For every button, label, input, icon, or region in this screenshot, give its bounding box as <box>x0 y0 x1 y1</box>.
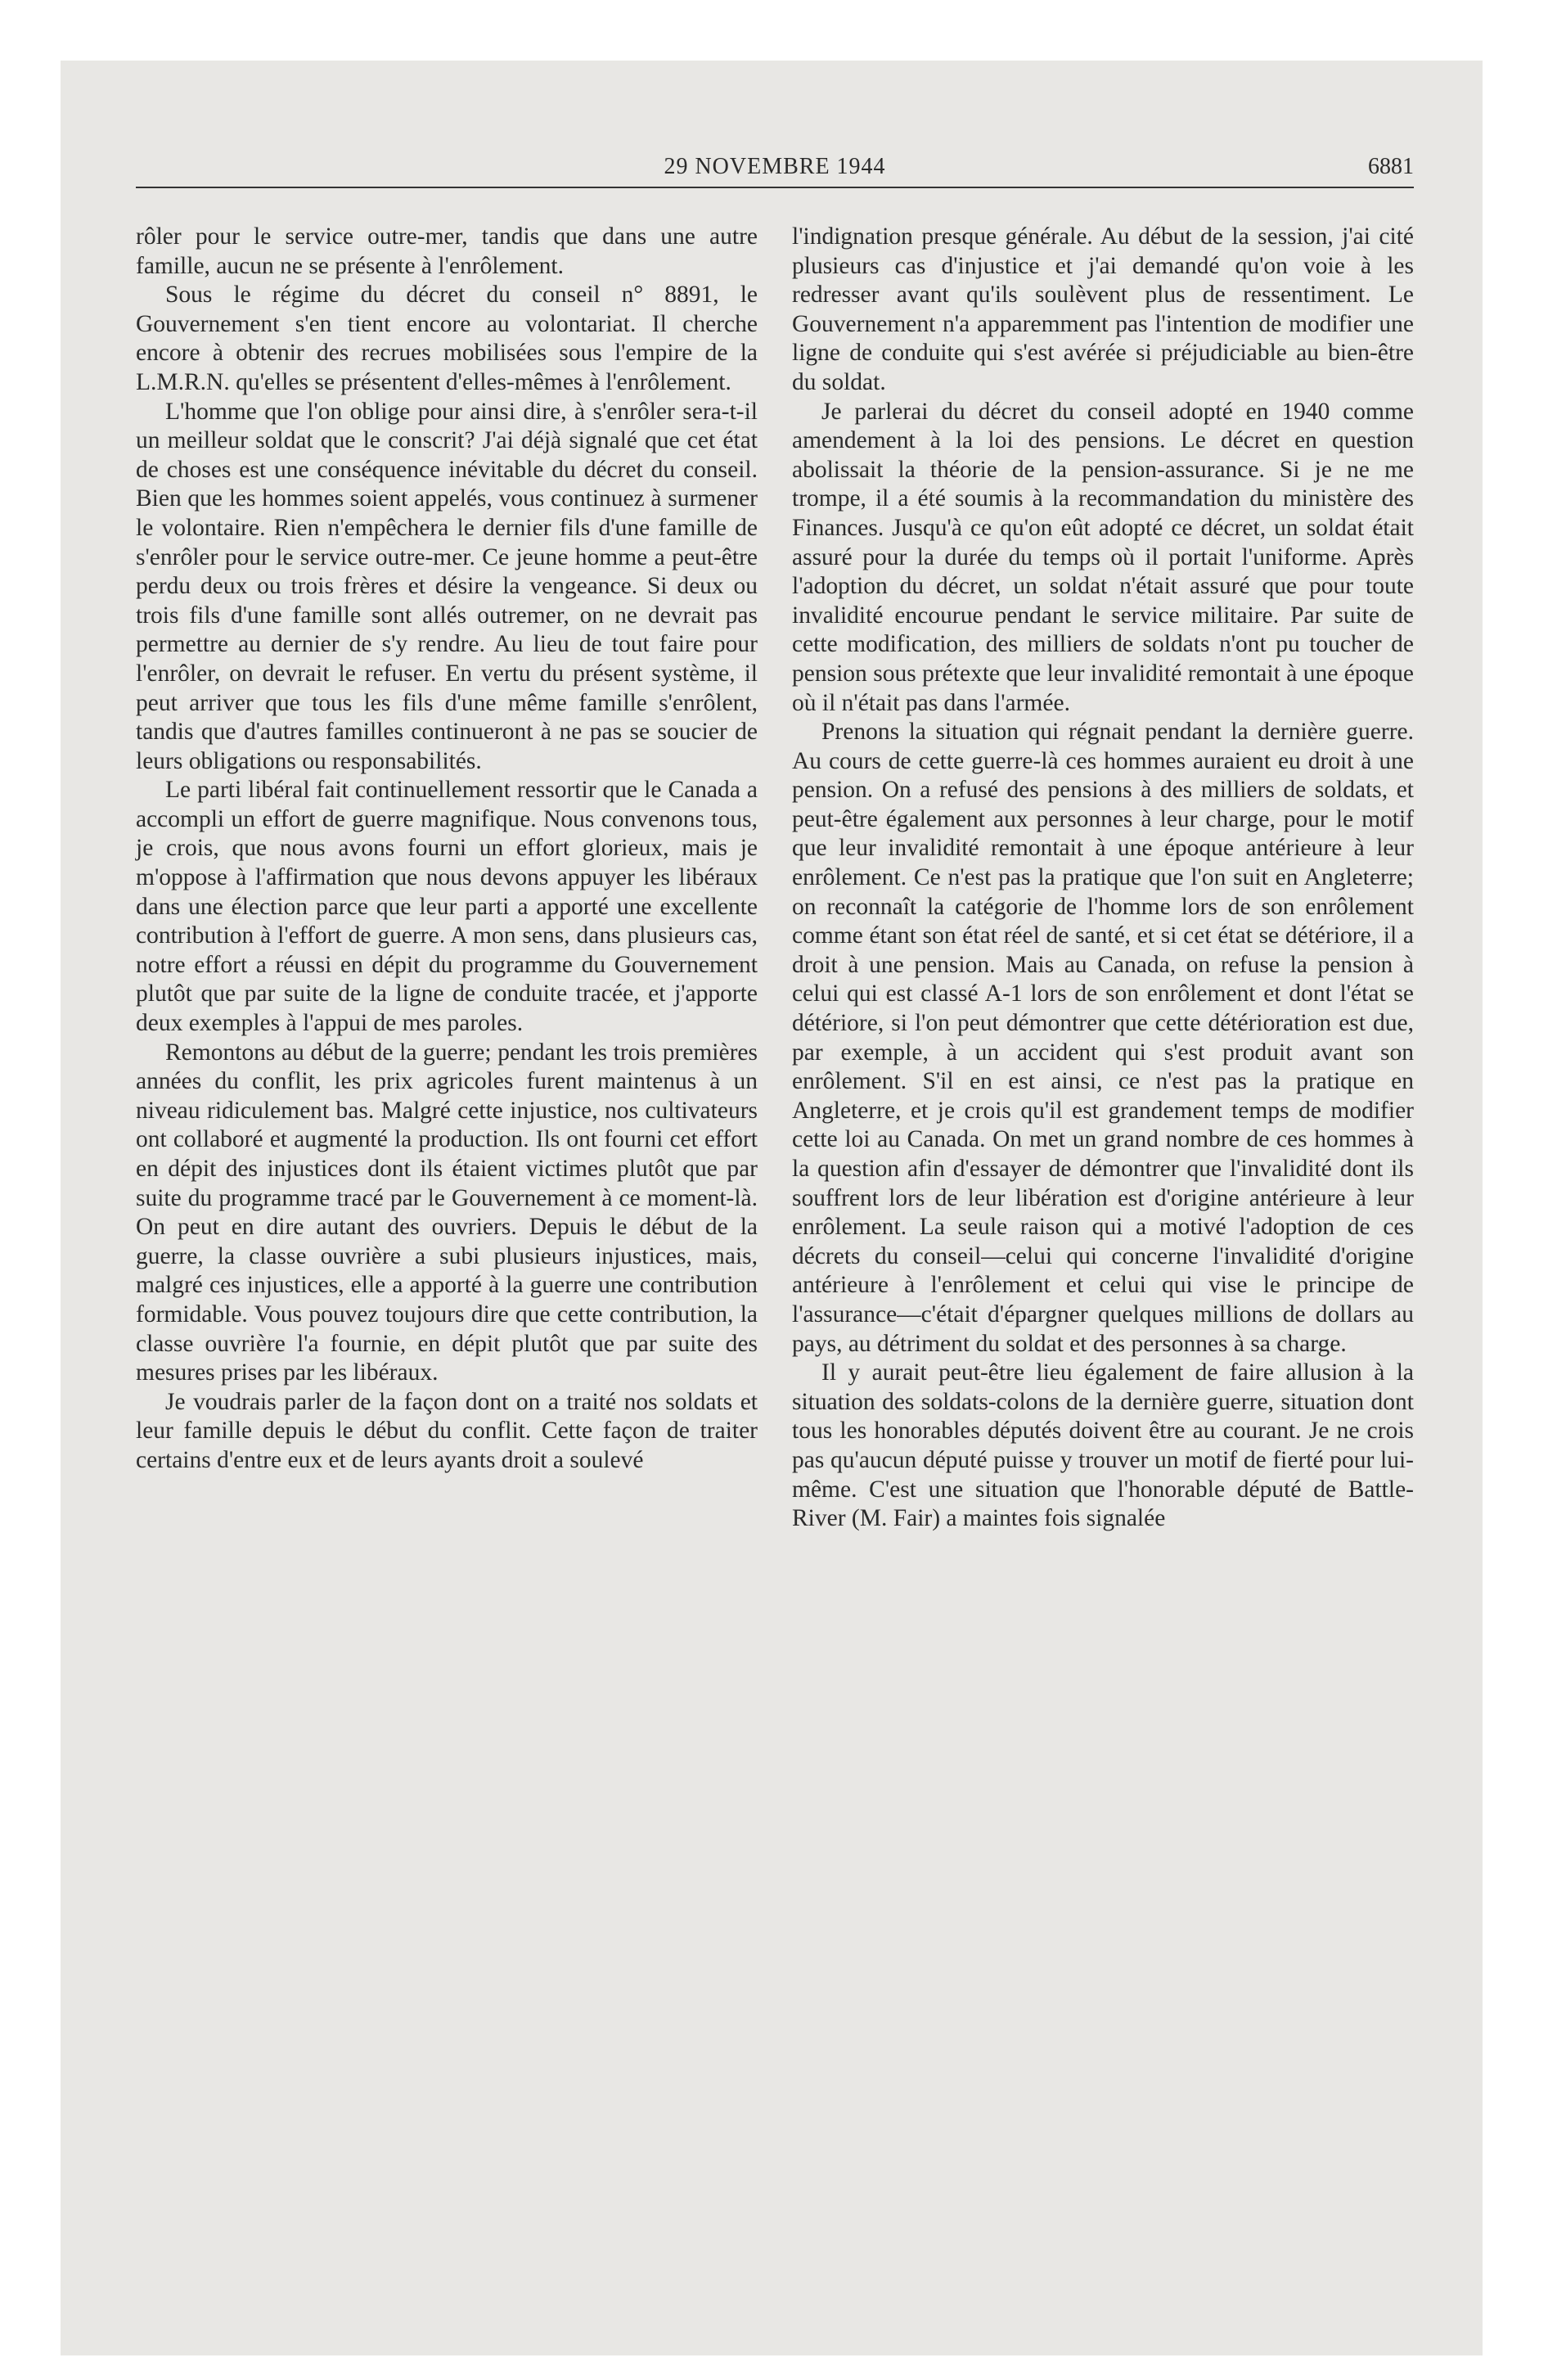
paragraph: Remontons au début de la guerre; pendant les trois premières années du conflit, les prix agricoles furent maintenus à un niveau ridiculement bas. Malgré cette injustice, nos cultivateurs ont collaboré et augmenté la production. Ils ont fourni cet effort en dépit des injustices dont ils étaient victimes plutôt que par suite du programme tracé par le Gouvernement à ce moment-là. On peut en dire autant des ouvriers. Depuis le début de la guerre, la classe ouvrière a subi plusieurs injustices, mais, malgré ces injustices, elle a apporté à la guerre une contribution formidable. Vous pouvez toujours dire que cette contribution, la classe ouvrière l'a fournie, en dépit plutôt que par suite des mesures prises par les libéraux. <box>136 1039 758 1386</box>
header-date: 29 NOVEMBRE 1944 <box>664 154 886 179</box>
paragraph: Prenons la situation qui régnait pendant la dernière guerre. Au cours de cette guerre-là ces hommes auraient eu droit à une pension. On a refusé des pensions à des milliers de soldats, et peut-être également aux personnes à leur charge, pour le motif que leur invalidité remontait à une époque antérieure à leur enrôlement. Ce n'est pas la pratique que l'on suit en Angleterre; on reconnaît la catégorie de l'homme lors de son enrôlement comme étant son état réel de santé, et si cet état se détériore, il a droit à une pension. Mais au Canada, on refuse la pension à celui qui est classé A-1 lors de son enrôlement et dont l'état se détériore, si l'on peut démontrer que cette détérioration est due, par exemple, à un accident qui s'est produit avant son enrôlement. S'il en est ainsi, ce n'est pas la pratique en Angleterre, et je crois qu'il est grandement temps de modifier cette loi au Canada. On met un grand nombre de ces hommes à la question afin d'essayer de démontrer que l'invalidité dont ils souffrent lors de leur libération est d'origine antérieure à leur enrôlement. La seule raison qui a motivé l'adoption de ces décrets du conseil—celui qui concerne l'invalidité d'origine antérieure à l'enrôlement et celui qui vise le principe de l'assurance—c'était d'épargner quelques millions de dollars au pays, au détriment du soldat et des personnes à sa charge. <box>792 719 1414 1357</box>
paragraph: Je parlerai du décret du conseil adopté en 1940 comme amendement à la loi des pensions. Le décret en question abolissait la théorie de la pension-assurance. Si je ne me trompe, il a été soumis à la recommandation du ministère des Finances. Jusqu'à ce qu'on eût adopté ce décret, un soldat était assuré pour la durée du temps où il portait l'uniforme. Après l'adoption du décret, un soldat n'était assuré que pour toute invalidité encourue pendant le service militaire. Par suite de cette modification, des milliers de soldats n'ont pu toucher de pension sous prétexte que leur invalidité remontait à une époque où il n'était pas dans l'armée. <box>792 398 1414 716</box>
paragraph: L'homme que l'on oblige pour ainsi dire, à s'enrôler sera-t-il un meilleur soldat que le conscrit? J'ai déjà signalé que cet état de choses est une conséquence inévitable du décret du conseil. Bien que les hommes soient appelés, vous continuez à surmener le volontaire. Rien n'empêchera le dernier fils d'une famille de s'enrôler pour le service outre-mer. Ce jeune homme a peut-être perdu deux ou trois frères et désire la vengeance. Si deux ou trois fils d'une famille sont allés outremer, on ne devrait pas permettre au dernier de s'y rendre. Au lieu de tout faire pour l'enrôler, on devrait le refuser. En vertu du présent système, il peut arriver que tous les fils d'une même famille s'enrôlent, tandis que d'autres familles continueront à ne pas se soucier de leurs obligations ou responsabilités. <box>136 398 758 774</box>
paragraph: Il y aurait peut-être lieu également de faire allusion à la situation des soldats-colons de la dernière guerre, situation dont tous les honorables députés doivent être au courant. Je ne crois pas qu'aucun député puisse y trouver un motif de fierté pour lui-même. C'est une situation que l'honorable député de Battle-River (M. Fair) a maintes fois signalée <box>792 1359 1414 1532</box>
paragraph: Sous le régime du décret du conseil n° 8891, le Gouvernement s'en tient encore au volontariat. Il cherche encore à obtenir des recrues mobilisées sous l'empire de la L.M.R.N. qu'elles se présentent d'elles-mêmes à l'enrôlement. <box>136 282 758 395</box>
paragraph: l'indignation presque générale. Au début de la session, j'ai cité plusieurs cas d'injustice et j'ai demandé qu'on voie à les redresser avant qu'ils soulèvent plus de ressentiment. Le Gouvernement n'a apparemment pas l'intention de modifier une ligne de conduite qui s'est avérée si préjudiciable au bien-être du soldat. <box>792 223 1414 395</box>
page-number: 6881 <box>1368 154 1414 179</box>
left-column <box>136 223 758 1476</box>
page-header <box>136 146 1414 188</box>
paragraph: Je voudrais parler de la façon dont on a traité nos soldats et leur famille depuis le début du conflit. Cette façon de traiter certains d'entre eux et de leurs ayants droit a soulevé <box>136 1388 758 1473</box>
paragraph: rôler pour le service outre-mer, tandis que dans une autre famille, aucun ne se présente à l'enrôlement. <box>136 223 758 279</box>
right-column <box>792 223 1414 1534</box>
paragraph: Le parti libéral fait continuellement ressortir que le Canada a accompli un effort de guerre magnifique. Nous convenons tous, je crois, que nous avons fourni un effort glorieux, mais je m'oppose à l'affirmation que nous devons appuyer les libéraux dans une élection parce que leur parti a apporté une excellente contribution à l'effort de guerre. A mon sens, dans plusieurs cas, notre effort a réussi en dépit du programme du Gouvernement plutôt que par suite de la ligne de conduite tracée, et j'apporte deux exemples à l'appui de mes paroles. <box>136 777 758 1037</box>
